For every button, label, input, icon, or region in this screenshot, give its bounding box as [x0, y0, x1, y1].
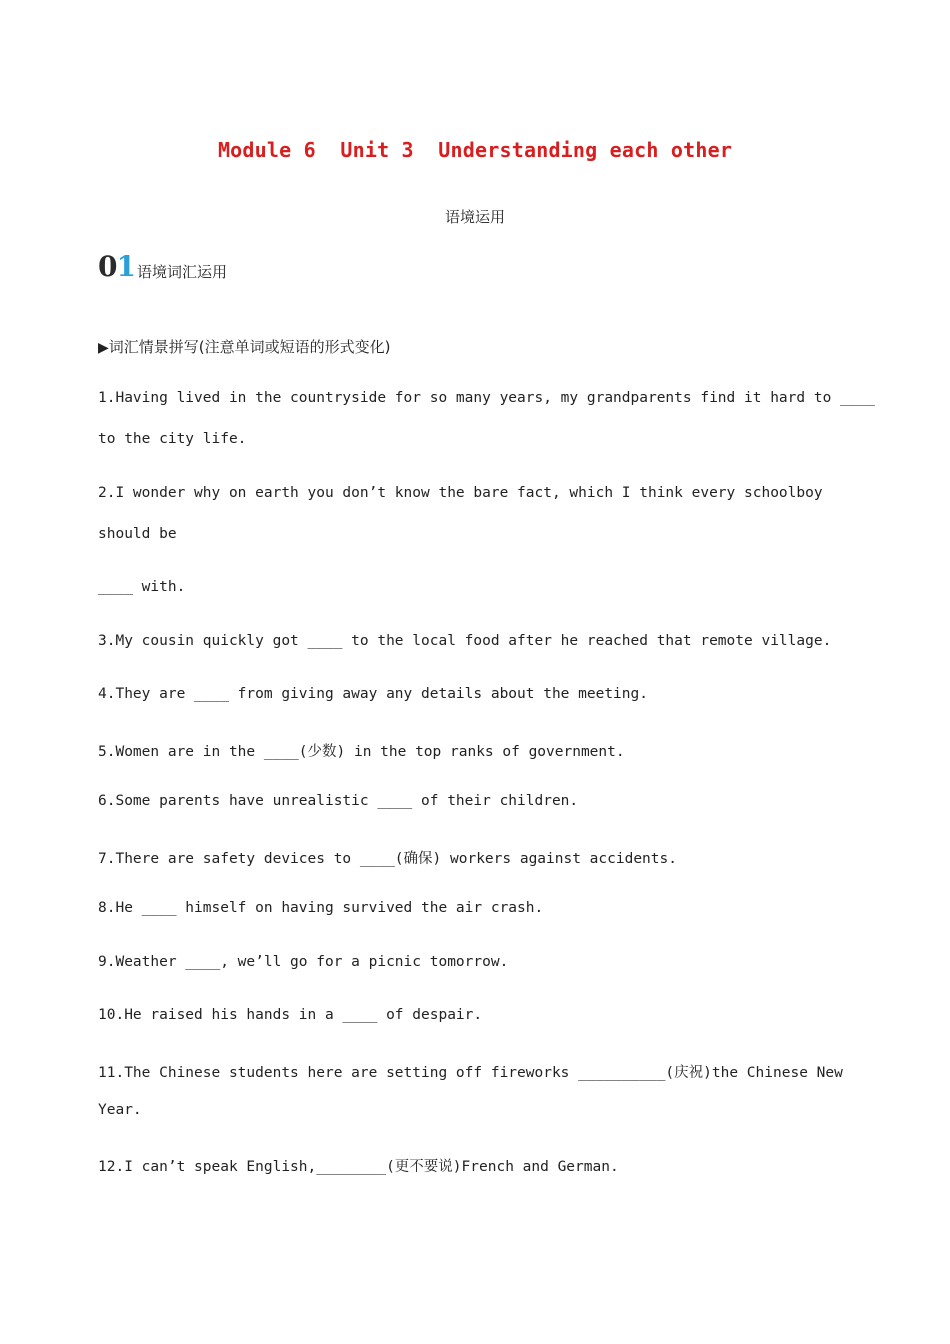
section-heading	[98, 250, 227, 284]
document-subtitle: 语境运用	[444, 208, 505, 226]
question-2-line-2: should be	[98, 526, 177, 542]
question-8: 8.He ____ himself on having survived the air crash.	[98, 900, 544, 916]
instruction-text: 词汇情景拼写(注意单词或短语的形式变化)	[108, 338, 391, 356]
section-label: 语境词汇运用	[136, 263, 227, 281]
question-4: 4.They are ____ from giving away any details about the meeting.	[98, 686, 648, 702]
section-number-first-digit: 0	[98, 250, 117, 283]
question-11-line-1: 11.The Chinese students here are setting off fireworks __________(庆祝)the Chinese New	[98, 1065, 843, 1081]
question-3: 3.My cousin quickly got ____ to the local food after he reached that remote village.	[98, 633, 832, 649]
question-2-line-3: ____ with.	[98, 579, 186, 595]
section-number-second-digit: 1	[116, 250, 135, 283]
question-9: 9.Weather ____, we’ll go for a picnic tomorrow.	[98, 954, 509, 970]
question-1-line-1: 1.Having lived in the countryside for so many years, my grandparents find it hard to ____	[98, 390, 875, 406]
question-12: 12.I can’t speak English,________(更不要说)French and German.	[98, 1159, 619, 1175]
question-11-line-2: Year.	[98, 1102, 142, 1118]
question-2-line-1: 2.I wonder why on earth you don’t know the bare fact, which I think every schoolboy	[98, 485, 823, 501]
question-5: 5.Women are in the ____(少数) in the top ranks of government.	[98, 744, 625, 760]
question-6: 6.Some parents have unrealistic ____ of their children.	[98, 793, 579, 809]
triangle-marker-icon: ▶	[98, 340, 109, 356]
question-7: 7.There are safety devices to ____(确保) workers against accidents.	[98, 851, 677, 867]
question-10: 10.He raised his hands in a ____ of despair.	[98, 1007, 483, 1023]
document-title: Module 6 Unit 3 Understanding each other	[217, 138, 733, 162]
section-number	[98, 250, 135, 284]
question-1-line-2: to the city life.	[98, 431, 247, 447]
instruction	[98, 336, 391, 357]
